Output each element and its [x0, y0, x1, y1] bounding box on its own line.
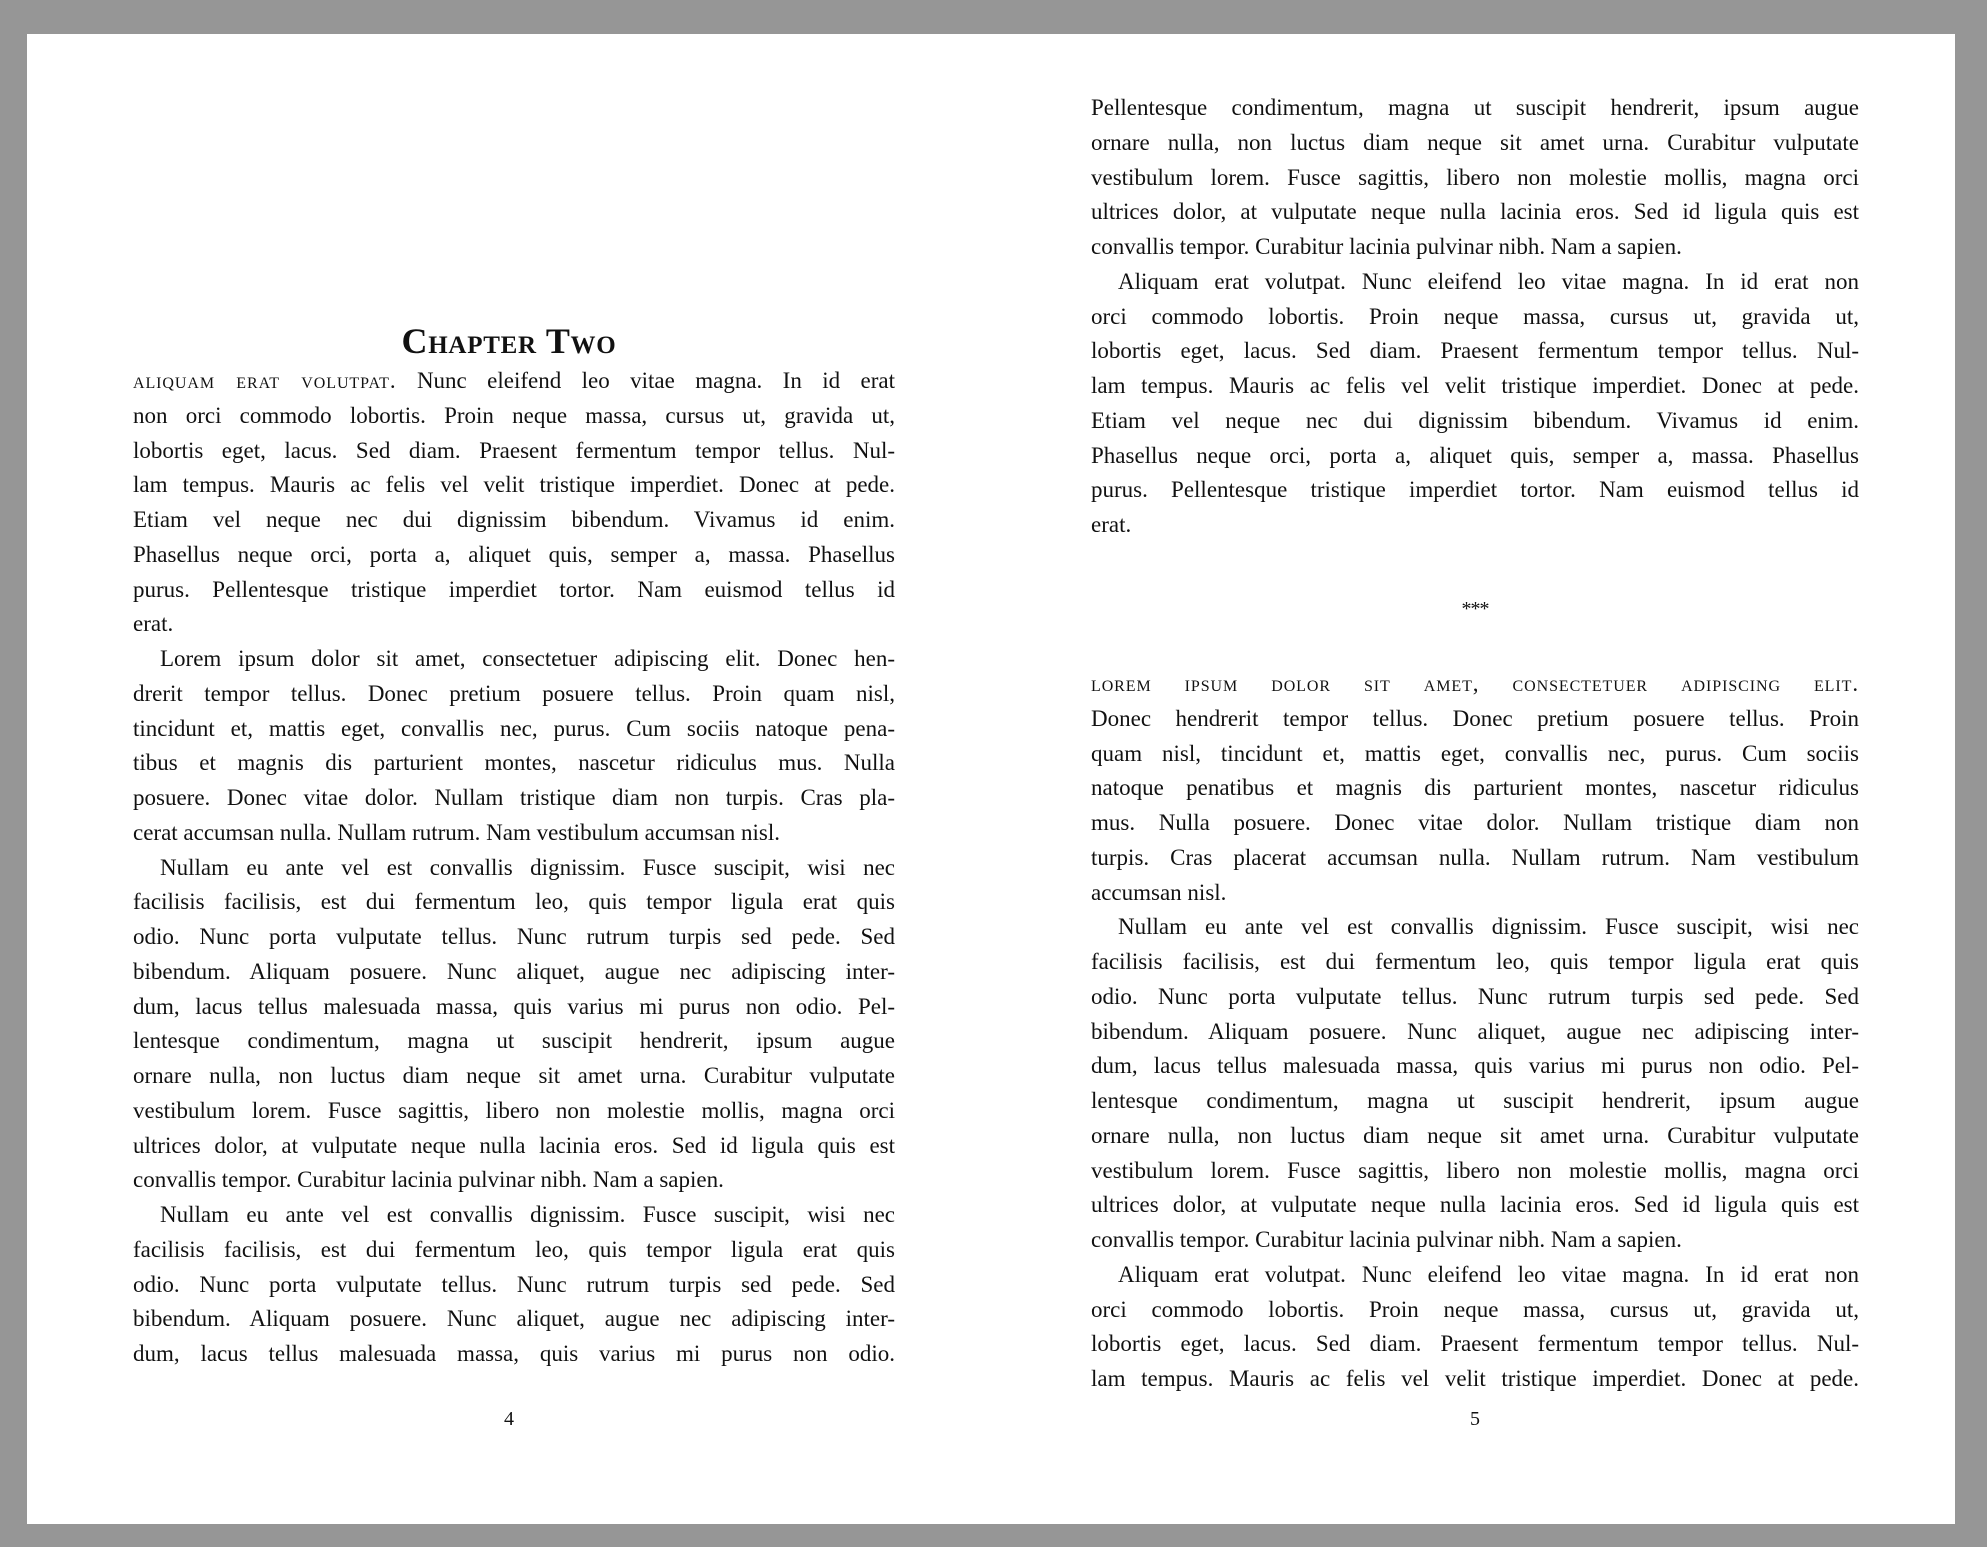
small-caps-lead-in: lorem ipsum dolor sit amet, consectetuer adipiscing elit. — [1091, 671, 1859, 696]
text-line — [1091, 1048, 1859, 1083]
page-number-left: 4 — [504, 1408, 514, 1430]
text-line — [133, 1058, 895, 1093]
line-text: Etiam vel neque nec dui dignissim bibendum. Vivamus id enim. — [133, 507, 895, 532]
line-text: lentesque condimentum, magna ut suscipit hendrerit, ipsum augue — [133, 1028, 895, 1054]
text-line — [1091, 403, 1859, 438]
line-text: lobortis eget, lacus. Sed diam. Praesent fermentum tempor tellus. Nul- — [1091, 338, 1859, 364]
text-line — [1091, 90, 1859, 125]
line-text: Nullam eu ante vel est convallis dignissim. Fusce suscipit, wisi nec — [160, 854, 895, 880]
text-line — [133, 815, 895, 850]
text-line — [1091, 160, 1859, 195]
text-line — [1091, 1153, 1859, 1188]
line-text: ornare nulla, non luctus diam neque sit amet urna. Curabitur vulputate — [1091, 1122, 1859, 1148]
line-text: facilisis facilisis, est dui fermentum leo, quis tempor ligula erat quis — [133, 889, 895, 915]
line-text: purus. Pellentesque tristique imperdiet tortor. Nam euismod tellus id — [133, 576, 895, 602]
text-line — [1091, 1257, 1859, 1292]
text-line — [133, 467, 895, 502]
line-text: ultrices dolor, at vulputate neque nulla lacinia eros. Sed id ligula quis est — [1091, 199, 1859, 225]
text-line — [1091, 333, 1859, 368]
line-text: Nullam eu ante vel est convallis dignissim. Fusce suscipit, wisi nec — [1118, 914, 1859, 940]
line-text: orci commodo lobortis. Proin neque massa, cursus ut, gravida ut, — [1091, 1296, 1859, 1322]
text-line — [1091, 507, 1859, 542]
line-text: accumsan nisl. — [1091, 879, 1227, 905]
text-line — [1091, 805, 1859, 840]
right-page — [991, 34, 1955, 1524]
line-text: lam tempus. Mauris ac felis vel velit tristique imperdiet. Donec at pede. — [1091, 1366, 1859, 1391]
line-text: purus. Pellentesque tristique imperdiet tortor. Nam euismod tellus id — [1091, 477, 1859, 503]
line-text: drerit tempor tellus. Donec pretium posuere tellus. Proin quam nisl, — [133, 680, 895, 706]
text-line — [1091, 979, 1859, 1014]
text-line — [1091, 944, 1859, 979]
line-text: orci commodo lobortis. Proin neque massa, cursus ut, gravida ut, — [1091, 303, 1859, 329]
line-text: odio. Nunc porta vulputate tellus. Nunc rutrum turpis sed pede. Sed — [133, 924, 895, 949]
text-line — [1091, 1361, 1859, 1396]
scene-break: *** — [1461, 598, 1489, 620]
line-text: dum, lacus tellus malesuada massa, quis varius mi purus non odio. Pel- — [133, 993, 895, 1019]
line-text: Etiam vel neque nec dui dignissim bibendum. Vivamus id enim. — [1091, 407, 1859, 433]
line-text: mus. Nulla posuere. Donec vitae dolor. Nullam tristique diam non — [1091, 810, 1859, 835]
line-text: bibendum. Aliquam posuere. Nunc aliquet, augue nec adipiscing inter- — [133, 958, 895, 984]
line-text: quam nisl, tincidunt et, mattis eget, convallis nec, purus. Cum sociis — [1091, 740, 1859, 766]
text-line — [1091, 1187, 1859, 1222]
line-text: tincidunt et, mattis eget, convallis nec, purus. Cum sociis natoque pena- — [133, 715, 895, 741]
text-line — [133, 1128, 895, 1163]
text-line — [133, 919, 895, 954]
text-line — [1091, 299, 1859, 334]
text-line — [133, 1301, 895, 1336]
text-line — [1091, 264, 1859, 299]
text-line — [133, 1267, 895, 1302]
text-line — [1091, 368, 1859, 403]
text-line — [133, 1197, 895, 1232]
line-text: Lorem ipsum dolor sit amet, consectetuer adipiscing elit. Donec hen- — [160, 646, 895, 671]
small-caps-lead-in: aliquam erat volutpat. — [133, 368, 397, 393]
line-text: convallis tempor. Curabitur lacinia pulvinar nibh. Nam a sapien. — [1091, 234, 1682, 259]
line-text: erat. — [133, 611, 174, 637]
line-text: posuere. Donec vitae dolor. Nullam tristique diam non turpis. Cras pla- — [133, 785, 895, 810]
text-line — [133, 711, 895, 746]
line-text: odio. Nunc porta vulputate tellus. Nunc rutrum turpis sed pede. Sed — [1091, 983, 1859, 1009]
text-line — [133, 745, 895, 780]
line-text: lobortis eget, lacus. Sed diam. Praesent fermentum tempor tellus. Nul- — [133, 437, 895, 463]
line-text: dum, lacus tellus malesuada massa, quis varius mi purus non odio. — [133, 1341, 895, 1366]
line-text: tibus et magnis dis parturient montes, nascetur ridiculus mus. Nulla — [133, 750, 895, 776]
chapter-title: Chapter Two — [401, 321, 617, 361]
text-line — [133, 676, 895, 711]
line-text: bibendum. Aliquam posuere. Nunc aliquet, augue nec adipiscing inter- — [1091, 1018, 1859, 1044]
text-line — [1091, 770, 1859, 805]
text-line — [1091, 1118, 1859, 1153]
line-text: lam tempus. Mauris ac felis vel velit tristique imperdiet. Donec at pede. — [133, 472, 895, 498]
line-text: vestibulum lorem. Fusce sagittis, libero non molestie mollis, magna orci — [1091, 1157, 1859, 1183]
text-line — [133, 884, 895, 919]
line-text: dum, lacus tellus malesuada massa, quis varius mi purus non odio. Pel- — [1091, 1053, 1859, 1079]
text-line — [1091, 736, 1859, 771]
text-line — [133, 502, 895, 537]
line-text: Nunc eleifend leo vitae magna. In id erat — [396, 368, 895, 393]
text-line — [133, 1336, 895, 1371]
text-line — [133, 989, 895, 1024]
line-text: bibendum. Aliquam posuere. Nunc aliquet, augue nec adipiscing inter- — [133, 1306, 895, 1332]
text-line — [133, 537, 895, 572]
text-line — [1091, 229, 1859, 264]
text-line — [1091, 125, 1859, 160]
line-text: Phasellus neque orci, porta a, aliquet quis, semper a, massa. Phasellus — [1091, 442, 1859, 468]
text-line — [133, 780, 895, 815]
line-text: cerat accumsan nulla. Nullam rutrum. Nam vestibulum accumsan nisl. — [133, 819, 781, 845]
text-line — [133, 1093, 895, 1128]
line-text: ornare nulla, non luctus diam neque sit amet urna. Curabitur vulputate — [133, 1063, 895, 1088]
text-line — [1091, 1222, 1859, 1257]
line-text: lam tempus. Mauris ac felis vel velit tristique imperdiet. Donec at pede. — [1091, 373, 1859, 398]
text-line — [1091, 472, 1859, 507]
text-line — [133, 954, 895, 989]
text-line — [1091, 1083, 1859, 1118]
text-line — [133, 1232, 895, 1267]
text-line — [1091, 666, 1859, 701]
text-line — [133, 850, 895, 885]
line-text: turpis. Cras placerat accumsan nulla. Nullam rutrum. Nam vestibulum — [1091, 844, 1859, 870]
text-line — [1091, 1014, 1859, 1049]
line-text: erat. — [1091, 512, 1132, 537]
line-text: Donec hendrerit tempor tellus. Donec pretium posuere tellus. Proin — [1091, 705, 1859, 731]
book-spread — [27, 34, 1955, 1524]
text-line — [1091, 438, 1859, 473]
text-line — [1091, 701, 1859, 736]
text-line — [133, 433, 895, 468]
text-line — [133, 641, 895, 676]
line-text: Nullam eu ante vel est convallis dignissim. Fusce suscipit, wisi nec — [160, 1202, 895, 1227]
line-text: facilisis facilisis, est dui fermentum leo, quis tempor ligula erat quis — [133, 1236, 895, 1262]
text-line — [1091, 194, 1859, 229]
page-number-right: 5 — [1470, 1408, 1480, 1430]
text-line — [133, 398, 895, 433]
line-text: ultrices dolor, at vulputate neque nulla lacinia eros. Sed id ligula quis est — [133, 1132, 895, 1158]
line-text: Aliquam erat volutpat. Nunc eleifend leo vitae magna. In id erat non — [1118, 268, 1859, 294]
line-text: Pellentesque condimentum, magna ut suscipit hendrerit, ipsum augue — [1091, 95, 1859, 120]
line-text: ornare nulla, non luctus diam neque sit amet urna. Curabitur vulputate — [1091, 129, 1859, 155]
left-page — [27, 34, 991, 1524]
line-text: lobortis eget, lacus. Sed diam. Praesent fermentum tempor tellus. Nul- — [1091, 1331, 1859, 1357]
text-line — [1091, 909, 1859, 944]
text-line — [133, 363, 895, 398]
text-line — [133, 1023, 895, 1058]
text-line — [1091, 875, 1859, 910]
text-line — [1091, 1292, 1859, 1327]
text-line — [133, 606, 895, 641]
line-text: non orci commodo lobortis. Proin neque massa, cursus ut, gravida ut, — [133, 402, 895, 428]
line-text: Phasellus neque orci, porta a, aliquet quis, semper a, massa. Phasellus — [133, 541, 895, 567]
line-text: odio. Nunc porta vulputate tellus. Nunc rutrum turpis sed pede. Sed — [133, 1271, 895, 1297]
line-text: natoque penatibus et magnis dis parturient montes, nascetur ridiculus — [1091, 775, 1859, 801]
line-text: facilisis facilisis, est dui fermentum leo, quis tempor ligula erat quis — [1091, 949, 1859, 974]
line-text: convallis tempor. Curabitur lacinia pulvinar nibh. Nam a sapien. — [1091, 1227, 1682, 1252]
text-line — [133, 572, 895, 607]
text-line — [1091, 840, 1859, 875]
line-text: Aliquam erat volutpat. Nunc eleifend leo vitae magna. In id erat non — [1118, 1261, 1859, 1287]
line-text: vestibulum lorem. Fusce sagittis, libero non molestie mollis, magna orci — [133, 1097, 895, 1123]
line-text: ultrices dolor, at vulputate neque nulla lacinia eros. Sed id ligula quis est — [1091, 1192, 1859, 1218]
line-text: convallis tempor. Curabitur lacinia pulvinar nibh. Nam a sapien. — [133, 1167, 724, 1193]
line-text: lentesque condimentum, magna ut suscipit hendrerit, ipsum augue — [1091, 1088, 1859, 1113]
text-line — [133, 1162, 895, 1197]
text-line — [1091, 1326, 1859, 1361]
line-text: vestibulum lorem. Fusce sagittis, libero non molestie mollis, magna orci — [1091, 164, 1859, 190]
